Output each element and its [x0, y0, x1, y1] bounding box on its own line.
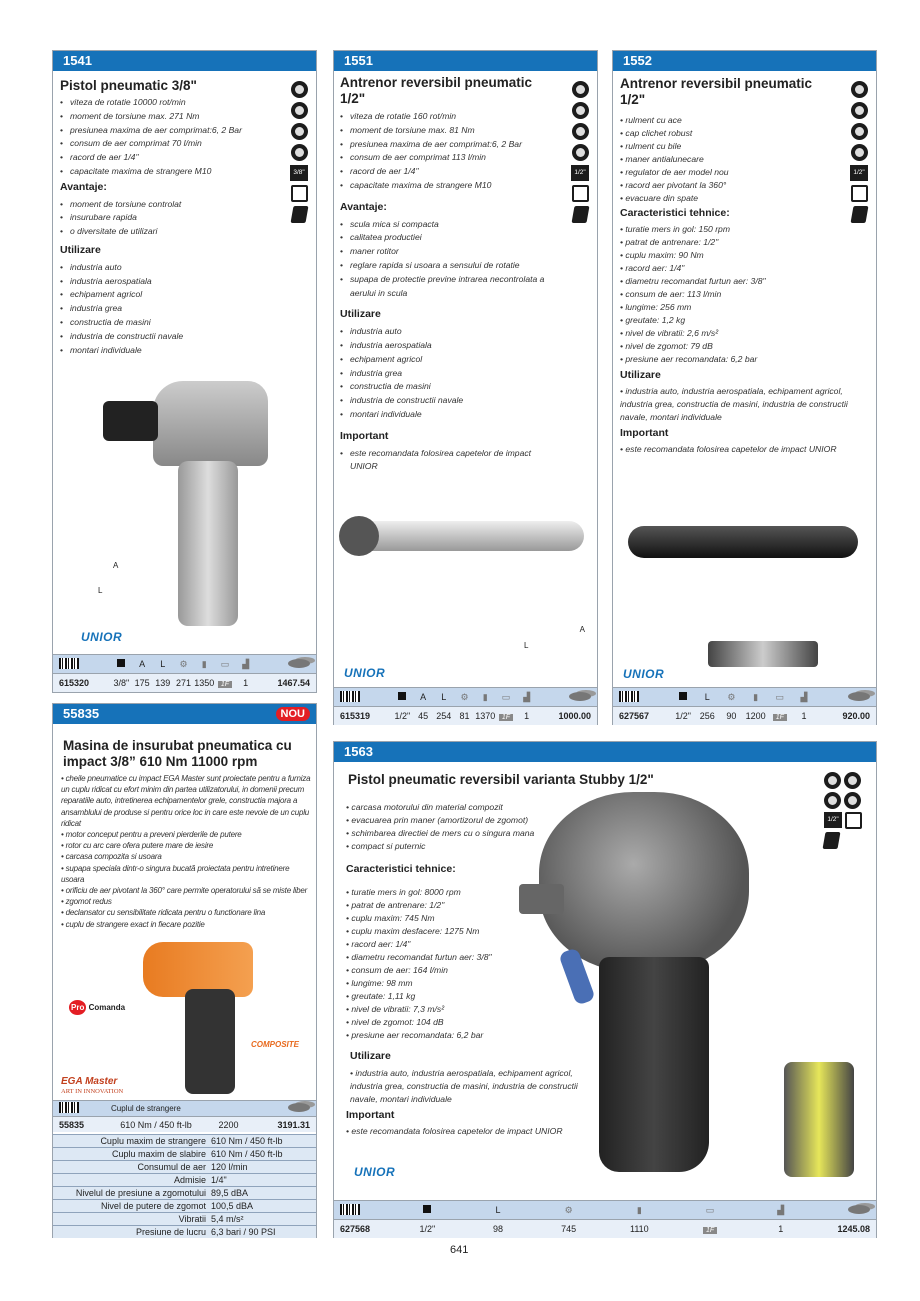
mask-icon [824, 772, 841, 789]
barcode-icon [619, 691, 639, 702]
list-item: • rotor cu arc care ofera putere mare de iesire [61, 841, 214, 851]
weight-icon: ▮ [636, 1204, 642, 1215]
ega-tagline: ART IN INNOVATION [61, 1088, 124, 1095]
table-row [334, 706, 597, 725]
tech-heading: Caracteristici tehnice: [620, 207, 730, 219]
list-item: • cheile pneumatice cu impact EGA Master sunt proiectate pentru a furniza un cuplu ridicat cu efort minim din partea utilizatorului, in domenii precum reparatiile auto, intretinerea echipamentelor grele, constructia majora a ansamblului de produse si pentru orice loc in care este nevoie de un cuplu ridicat [61, 774, 311, 828]
features [60, 96, 280, 357]
table-cell: 1 [524, 711, 530, 721]
product-panel-1541 [52, 50, 317, 693]
col-l: L [495, 1205, 501, 1215]
list-item: • cuplu maxim: 745 Nm [346, 913, 435, 923]
package-icon: ▭ [220, 658, 230, 669]
package-icon: ▭ [705, 1204, 715, 1215]
cell: 2200 [218, 1119, 239, 1130]
stubby-impact-gun-image [539, 792, 749, 972]
list-item: • este recomandata folosirea capetelor de impact UNIOR [620, 444, 837, 454]
weight-icon: ▮ [201, 658, 207, 669]
list-item: • racord aer pivotant la 360° [620, 180, 727, 190]
list-item: • motor conceput pentru a preveni pierderile de putere [61, 830, 242, 840]
table-cell: 627568 [340, 1224, 371, 1234]
price-icon [848, 1205, 870, 1214]
list-item: • calitatea productiei [340, 231, 550, 245]
product-table [334, 687, 597, 725]
usage-heading: Utilizare [350, 1050, 391, 1062]
table-cell: 1350 [194, 678, 215, 688]
usage-heading: Utilizare [620, 369, 661, 381]
table-cell: 139 [155, 678, 171, 688]
product-title: Masina de insurubat pneumatica cu impact 3/8” 610 Nm 11000 rpm [63, 738, 292, 769]
spec-value: 89,5 dBA [211, 1188, 249, 1198]
section-header: 1552 [613, 51, 876, 71]
list-item: • racord de aer 1/4" [60, 151, 280, 165]
mask-icon [291, 81, 308, 98]
section-header: 1541 [53, 51, 316, 71]
ear-protection-icon [572, 123, 589, 140]
stubby-gun-small-image [784, 1062, 854, 1177]
list-item: • consum de aer: 164 l/min [346, 965, 448, 975]
factory-icon: ▟ [523, 691, 531, 702]
dimension-l-label: L [524, 641, 529, 650]
spec-row [53, 1173, 316, 1186]
pro-label: Pro [69, 1000, 86, 1015]
product-panel-1551 [333, 50, 598, 725]
list-item: • industria aerospatiala [340, 339, 550, 353]
spec-value: 6,3 bari / 90 PSI [211, 1227, 276, 1237]
list-item: • constructia de masini [340, 380, 550, 394]
torque-icon: ⚙ [179, 658, 188, 669]
factory-icon: ▟ [242, 658, 250, 669]
list-item: • presiune aer recomandata: 6,2 bar [346, 1030, 484, 1040]
pro-comanda-logo [69, 1003, 125, 1012]
goggles-icon [291, 102, 308, 119]
spec-value: 100,5 dBA [211, 1201, 254, 1211]
barcode-icon [59, 1102, 79, 1113]
spec-value: 120 l/min [211, 1162, 248, 1172]
manual-icon[interactable] [571, 206, 589, 223]
cell-badge: 1F [703, 1227, 717, 1234]
product-panel-1563 [333, 741, 877, 1238]
impact-gun-handle [178, 461, 238, 626]
manual-icon[interactable] [290, 206, 308, 223]
list-item: • turatie mers in gol: 8000 rpm [346, 887, 461, 897]
list-item: • orificiu de aer pivotant la 360° care permite operatorului să se miste liber [61, 886, 308, 896]
list-item: • racord aer: 1/4" [620, 263, 685, 273]
list-item: • cuplu maxim desfacere: 1275 Nm [346, 926, 480, 936]
table-cell [496, 711, 517, 721]
list-item: • presiune aer recomandata: 6,2 bar [620, 354, 758, 364]
spec-value: 610 Nm / 450 ft-lb [211, 1149, 283, 1159]
price-icon [848, 692, 870, 701]
mask-icon [572, 81, 589, 98]
list-item: • nivel de vibratii: 7,3 m/s² [346, 1004, 445, 1014]
ratchet-image [344, 521, 584, 551]
list-item: • constructia de masini [60, 316, 280, 330]
new-badge: NOU [276, 707, 310, 721]
cell-badge: 1F [773, 714, 787, 721]
features [340, 110, 550, 474]
table-cell: 81 [459, 711, 470, 721]
section-header [53, 704, 316, 724]
stubby-gun-anvil [519, 884, 564, 914]
unior-logo: UNIOR [344, 666, 386, 680]
list-item: • reglare rapida si usoara a sensului de rotatie [340, 259, 550, 273]
table-cell: 1000.00 [558, 711, 592, 721]
goggles-icon [572, 102, 589, 119]
package-icon: ▭ [775, 691, 785, 702]
table-cell: 1110 [630, 1224, 649, 1234]
list-item: • industria de constructii navale [340, 394, 550, 408]
section-header: 1551 [334, 51, 597, 71]
col-l: L [160, 659, 166, 669]
col-a: A [420, 692, 427, 702]
features [620, 114, 865, 456]
list-item: • evacuarea prin maner (amortizorul de zgomot) [346, 815, 529, 825]
product-panel-55835 [52, 703, 317, 1238]
important-heading: Important [346, 1109, 395, 1121]
table-cell: 920.00 [842, 711, 871, 721]
list-item: • moment de torsiune max. 81 Nm [340, 124, 550, 138]
table-cell: 615319 [340, 711, 371, 721]
video-icon[interactable] [572, 185, 589, 202]
list-item: • greutate: 1,2 kg [620, 315, 686, 325]
col-a: A [139, 659, 146, 669]
list-item: • industria auto, industria aerospatiala, echipament agricol, industria grea, constructia de masini, industria de constructii navale, montari individuale [620, 386, 848, 422]
spec-label: Cuplu maxim de slabire [111, 1149, 206, 1159]
unior-logo: UNIOR [354, 1165, 396, 1179]
list-item: • cap clichet robust [620, 128, 693, 138]
table-cell [768, 711, 792, 721]
important-heading: Important [620, 427, 669, 439]
spec-row [53, 1212, 316, 1225]
spec-label: Presiune de lucru [135, 1227, 206, 1237]
list-item: • capacitate maxima de strangere M10 [340, 179, 550, 193]
list-item: • schimbarea directiei de mers cu o singura mana [346, 828, 535, 838]
features [61, 773, 311, 930]
unior-logo: UNIOR [81, 630, 123, 644]
list-item: • consum de aer comprimat 70 l/min [60, 137, 280, 151]
list-item: • industria grea [340, 367, 550, 381]
list-item: • viteza de rotatie 10000 rot/min [60, 96, 280, 110]
list-item: • montari individuale [340, 408, 550, 422]
list-item: • industria auto, industria aerospatiala, echipament agricol, industria grea, constructia de masini, industria de constructii navale, montari individuale [350, 1068, 578, 1104]
spec-row [53, 1160, 316, 1173]
list-item: • declansator cu sensibilitate ridicata pentru o functionare lina [61, 908, 266, 918]
gloves-icon [844, 792, 861, 809]
table-cell: 175 [134, 678, 150, 688]
impact-gun-image [153, 381, 268, 466]
cell: 3191.31 [277, 1119, 310, 1130]
product-table [53, 1100, 316, 1132]
section-header: 1563 [334, 742, 876, 762]
price-icon [288, 659, 310, 668]
ear-protection-icon [824, 792, 841, 809]
list-item: • turatie mers in gol: 150 rpm [620, 224, 730, 234]
barcode-icon [340, 1204, 360, 1215]
table-cell: 3/8" [113, 678, 130, 688]
list-item: • nivel de zgomot: 104 dB [346, 1017, 444, 1027]
torque-icon: ⚙ [460, 691, 469, 702]
list-item: • diametru recomandat furtun aer: 3/8" [620, 276, 766, 286]
dimension-l-label: L [98, 586, 103, 595]
advantages-heading: Avantaje: [340, 200, 387, 213]
cell: 610 Nm / 450 ft-lb [120, 1119, 192, 1130]
torque-icon: ⚙ [727, 691, 736, 702]
list-item: • industria grea [60, 302, 280, 316]
gloves-icon [291, 144, 308, 161]
list-item: • montari individuale [60, 344, 280, 358]
safety-icons [290, 81, 308, 223]
comanda-label: Comanda [88, 1003, 126, 1012]
weight-icon: ▮ [753, 691, 759, 702]
list-item: • cuplu maxim: 90 Nm [620, 250, 704, 260]
table-cell: 1370 [475, 711, 496, 721]
table-cell: 745 [561, 1224, 577, 1234]
drive-square-icon [679, 692, 687, 700]
table-cell: 45 [418, 711, 429, 721]
mask-icon [851, 81, 868, 98]
safety-icons [571, 81, 589, 223]
list-item: • este recomandata folosirea capetelor de impact UNIOR [346, 1126, 563, 1136]
list-item: • nivel de vibratii: 2,6 m/s² [620, 328, 719, 338]
table-cell: 271 [176, 678, 192, 688]
drive-size-badge: 1/2" [850, 165, 868, 181]
list-item: • patrat de antrenare: 1/2" [620, 237, 719, 247]
table-cell: 1/2" [675, 711, 691, 721]
list-item: • o diversitate de utilizari [60, 225, 280, 239]
list-item: • lungime: 256 mm [620, 302, 692, 312]
list-item: • racord aer: 1/4" [346, 939, 411, 949]
table-cell: 1200 [745, 711, 766, 721]
table-cell: 90 [726, 711, 737, 721]
table-cell [215, 678, 236, 688]
page-number: 641 [450, 1244, 469, 1256]
ratchet-image [628, 526, 858, 558]
barcode-icon [59, 658, 79, 669]
table-cell: 1245.08 [837, 1224, 871, 1234]
unior-logo: UNIOR [623, 667, 665, 681]
drive-size-badge: 3/8" [290, 165, 308, 181]
list-item: • carcasa motorului din material compozit [346, 802, 503, 812]
product-title: Pistol pneumatic 3/8" [60, 78, 197, 93]
table-row [53, 673, 316, 692]
list-item: • nivel de zgomot: 79 dB [620, 341, 713, 351]
col-l: L [441, 692, 447, 702]
spec-row [53, 1199, 316, 1212]
spec-label: Nivelul de presiune a zgomotului [75, 1188, 206, 1198]
impact-gun-anvil [103, 401, 158, 441]
factory-icon: ▟ [800, 691, 808, 702]
list-item: • supapa speciala dintr-o singura bucată proiectata pentru intretinere usoara [61, 863, 290, 884]
list-item: • echipament agricol [340, 353, 550, 367]
spec-label: Nivel de putere de zgomot [100, 1201, 206, 1211]
cell-badge: 1F [218, 681, 232, 688]
list-item: • presiunea maxima de aer comprimat:6, 2 Bar [340, 138, 550, 152]
cell: 55835 [59, 1119, 85, 1130]
spec-label: Consumul de aer [137, 1162, 206, 1172]
composite-label: COMPOSITE [251, 1040, 300, 1049]
table-cell: 627567 [619, 711, 650, 721]
product-title: Antrenor reversibil pneumatic 1/2" [340, 75, 533, 106]
dimension-a-label: A [579, 625, 585, 634]
list-item: • consum de aer: 113 l/min [620, 289, 722, 299]
list-item: • moment de torsiune max. 271 Nm [60, 110, 280, 124]
drive-size-badge: 1/2" [571, 165, 589, 181]
table-cell: 1/2" [394, 711, 411, 721]
table-cell: 615320 [59, 678, 90, 688]
ega-master-logo: EGA Master [61, 1076, 118, 1087]
table-cell: 1 [778, 1224, 784, 1234]
table-cell: 256 [699, 711, 715, 721]
table-cell: 1/2" [419, 1224, 436, 1234]
list-item: • industria de constructii navale [60, 330, 280, 344]
list-item: • racord de aer 1/4" [340, 165, 550, 179]
spec-value: 5,4 m/s² [211, 1214, 244, 1224]
usage-heading: Utilizare [340, 308, 381, 321]
list-item: • industria auto [340, 325, 550, 339]
impact-wrench-handle [185, 989, 235, 1094]
table-cell: 1 [801, 711, 807, 721]
table-row [613, 706, 876, 725]
table-row [53, 1116, 316, 1132]
spec-value: 1/4" [211, 1175, 227, 1185]
product-table [334, 1200, 876, 1238]
product-table [613, 687, 876, 725]
product-title: Antrenor reversibil pneumatic 1/2" [620, 76, 813, 107]
package-icon: ▭ [501, 691, 511, 702]
spec-label: Admisie [173, 1175, 206, 1185]
manual-icon[interactable] [823, 832, 841, 849]
list-item: • patrat de antrenare: 1/2" [346, 900, 445, 910]
list-item: • industria aerospatiala [60, 275, 280, 289]
cell-badge: 1F [499, 714, 513, 721]
list-item: • industria auto [60, 261, 280, 275]
list-item: • rulment cu ace [620, 115, 682, 125]
table-cell: 1467.54 [277, 678, 311, 688]
video-icon[interactable] [291, 185, 308, 202]
table-cell [675, 1224, 746, 1234]
drive-square-icon [398, 692, 406, 700]
ratchet-head [339, 516, 379, 556]
drive-size-badge: 1/2" [824, 812, 842, 828]
list-item: • consum de aer comprimat 113 l/min [340, 151, 550, 165]
list-item: • capacitate maxima de strangere M10 [60, 165, 280, 179]
important-heading: Important [340, 429, 389, 442]
table-cell: 254 [436, 711, 452, 721]
stubby-gun-handle [599, 957, 709, 1172]
price-icon [569, 692, 591, 701]
price-icon [288, 1103, 310, 1112]
safety-icons [824, 772, 864, 849]
usage-heading: Utilizare [60, 243, 101, 256]
spec-value: 610 Nm / 450 ft-lb [211, 1136, 283, 1146]
list-item: • rulment cu bile [620, 141, 682, 151]
list-item: • scula mica si compacta [340, 218, 550, 232]
torque-icon: ⚙ [564, 1204, 573, 1215]
list-item: • zgomot redus [61, 897, 112, 907]
col-l: L [704, 692, 710, 702]
list-item: • este recomandata folosirea capetelor de impact UNIOR [340, 447, 550, 475]
barcode-icon [340, 691, 360, 702]
list-item: • viteza de rotatie 160 rot/min [340, 110, 550, 124]
list-item: • lungime: 98 mm [346, 978, 413, 988]
list-item: • regulator de aer model nou [620, 167, 729, 177]
factory-icon: ▟ [777, 1204, 785, 1215]
list-item: • greutate: 1,11 kg [346, 991, 416, 1001]
weight-icon: ▮ [482, 691, 488, 702]
list-item: • insurubare rapida [60, 211, 280, 225]
product-panel-1552 [612, 50, 877, 725]
list-item: • echipament agricol [60, 288, 280, 302]
ratchet-detail-image [708, 641, 818, 667]
list-item: • diametru recomandat furtun aer: 3/8" [346, 952, 492, 962]
gloves-icon [572, 144, 589, 161]
list-item: • compact si puternic [346, 841, 426, 851]
list-item: • supapa de protectie previne intrarea necontrolata a aerului in scula [340, 273, 550, 301]
list-item: • presiunea maxima de aer comprimat:6, 2 Bar [60, 124, 280, 138]
advantages-heading: Avantaje: [60, 180, 107, 193]
list-item: • maner antialunecare [620, 154, 704, 164]
drive-square-icon [117, 659, 125, 667]
dimension-a-label: A [113, 561, 119, 570]
goggles-icon [844, 772, 861, 789]
table-cell: 98 [493, 1224, 504, 1234]
table-cell: 1 [243, 678, 249, 688]
torque-col-header: Cuplul de strangere [111, 1104, 181, 1113]
spec-row [53, 1134, 316, 1147]
product-table [53, 654, 316, 692]
video-icon[interactable] [845, 812, 862, 829]
spec-label: Cuplu maxim de strangere [100, 1136, 206, 1146]
list-item: • carcasa compozita si usoara [61, 852, 162, 862]
ear-protection-icon [291, 123, 308, 140]
spec-row [53, 1225, 316, 1238]
spec-table [53, 1134, 316, 1238]
tech-heading: Caracteristici tehnice: [346, 863, 456, 875]
list-item: • evacuare din spate [620, 193, 699, 203]
spec-row [53, 1147, 316, 1160]
product-title: Pistol pneumatic reversibil varianta Stubby 1/2" [348, 772, 654, 787]
table-row [334, 1219, 876, 1238]
list-item: • maner rotitor [340, 245, 550, 259]
list-item: • moment de torsiune controlat [60, 198, 280, 212]
spec-row [53, 1186, 316, 1199]
spec-label: Vibratii [178, 1214, 206, 1224]
list-item: • cuplu de strangere exact in fiecare pozitie [61, 919, 205, 929]
product-code: 55835 [63, 706, 100, 721]
drive-square-icon [423, 1205, 431, 1213]
